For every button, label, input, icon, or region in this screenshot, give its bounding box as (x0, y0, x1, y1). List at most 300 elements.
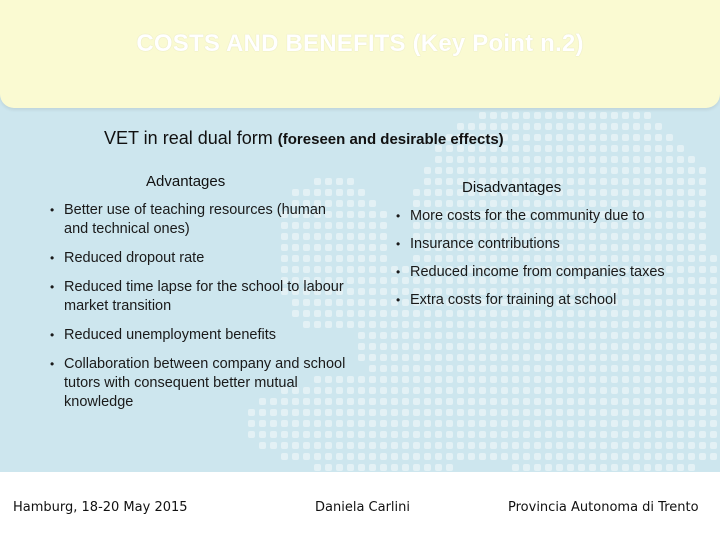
map-dot (611, 343, 618, 350)
map-dot (666, 431, 673, 438)
map-dot (688, 376, 695, 383)
map-dot (446, 442, 453, 449)
map-dot (644, 123, 651, 130)
map-dot (325, 464, 332, 471)
map-dot (655, 387, 662, 394)
map-dot (369, 266, 376, 273)
map-dot (710, 354, 717, 361)
map-dot (600, 167, 607, 174)
map-dot (622, 189, 629, 196)
map-dot (556, 343, 563, 350)
map-dot (655, 321, 662, 328)
map-dot (677, 387, 684, 394)
map-dot (468, 453, 475, 460)
map-dot (380, 288, 387, 295)
map-dot (457, 453, 464, 460)
map-dot (534, 200, 541, 207)
list-item (396, 207, 696, 226)
list-item (50, 355, 350, 412)
map-dot (710, 343, 717, 350)
map-dot (644, 409, 651, 416)
map-dot (446, 376, 453, 383)
map-dot (490, 398, 497, 405)
map-dot (710, 288, 717, 295)
map-dot (523, 420, 530, 427)
map-dot (688, 409, 695, 416)
bullet-icon: • (396, 293, 401, 307)
map-dot (710, 376, 717, 383)
map-dot (391, 420, 398, 427)
disadvantage-text: Insurance contributions (410, 236, 560, 252)
map-dot (710, 420, 717, 427)
map-dot (512, 387, 519, 394)
map-dot (556, 464, 563, 471)
map-dot (380, 222, 387, 229)
map-dot (633, 189, 640, 196)
map-dot (600, 156, 607, 163)
map-dot (633, 398, 640, 405)
map-dot (490, 431, 497, 438)
map-dot (589, 420, 596, 427)
map-dot (369, 255, 376, 262)
map-dot (413, 332, 420, 339)
map-dot (303, 453, 310, 460)
map-dot (567, 376, 574, 383)
map-dot (424, 200, 431, 207)
map-dot (358, 266, 365, 273)
map-dot (413, 343, 420, 350)
map-dot (611, 376, 618, 383)
map-dot (710, 398, 717, 405)
map-dot (622, 332, 629, 339)
map-dot (699, 200, 706, 207)
map-dot (457, 354, 464, 361)
map-dot (611, 321, 618, 328)
map-dot (435, 354, 442, 361)
map-dot (589, 156, 596, 163)
map-dot (490, 112, 497, 119)
map-dot (512, 431, 519, 438)
map-dot (468, 365, 475, 372)
map-dot (545, 365, 552, 372)
map-dot (633, 178, 640, 185)
map-dot (567, 156, 574, 163)
map-dot (534, 343, 541, 350)
map-dot (435, 167, 442, 174)
map-dot (380, 343, 387, 350)
map-dot (655, 431, 662, 438)
map-dot (391, 332, 398, 339)
map-dot (468, 431, 475, 438)
map-dot (655, 376, 662, 383)
map-dot (688, 420, 695, 427)
map-dot (292, 453, 299, 460)
map-dot (567, 189, 574, 196)
map-dot (600, 134, 607, 141)
map-dot (677, 453, 684, 460)
map-dot (358, 332, 365, 339)
map-dot (644, 343, 651, 350)
map-dot (622, 409, 629, 416)
map-dot (391, 442, 398, 449)
map-dot (413, 189, 420, 196)
map-dot (578, 112, 585, 119)
map-dot (369, 244, 376, 251)
list-item (50, 326, 350, 345)
map-dot (325, 431, 332, 438)
map-dot (589, 387, 596, 394)
map-dot (512, 321, 519, 328)
bullet-icon: • (396, 265, 401, 279)
map-dot (666, 343, 673, 350)
map-dot (402, 365, 409, 372)
map-dot (611, 156, 618, 163)
map-dot (677, 409, 684, 416)
map-dot (424, 420, 431, 427)
map-dot (611, 398, 618, 405)
map-dot (699, 299, 706, 306)
disadvantage-text: Reduced income from companies taxes (410, 264, 665, 280)
map-dot (622, 376, 629, 383)
map-dot (633, 387, 640, 394)
map-dot (358, 277, 365, 284)
map-dot (644, 112, 651, 119)
map-dot (336, 189, 343, 196)
map-dot (358, 321, 365, 328)
map-dot (358, 299, 365, 306)
advantages-list (50, 201, 350, 422)
map-dot (424, 167, 431, 174)
map-dot (358, 409, 365, 416)
map-dot (666, 200, 673, 207)
bullet-icon: • (396, 237, 401, 251)
map-dot (446, 167, 453, 174)
map-dot (600, 431, 607, 438)
map-dot (644, 354, 651, 361)
subtitle-note: (foreseen and desirable effects) (277, 131, 504, 148)
map-dot (622, 156, 629, 163)
map-dot (666, 145, 673, 152)
map-dot (666, 376, 673, 383)
map-dot (424, 398, 431, 405)
map-dot (435, 387, 442, 394)
map-dot (501, 156, 508, 163)
map-dot (369, 453, 376, 460)
map-dot (699, 211, 706, 218)
map-dot (501, 343, 508, 350)
map-dot (666, 464, 673, 471)
map-dot (336, 178, 343, 185)
map-dot (402, 332, 409, 339)
map-dot (281, 453, 288, 460)
map-dot (589, 167, 596, 174)
map-dot (688, 189, 695, 196)
bullet-icon: • (50, 203, 55, 217)
map-dot (534, 112, 541, 119)
map-dot (644, 134, 651, 141)
map-dot (358, 255, 365, 262)
map-dot (633, 156, 640, 163)
map-dot (699, 189, 706, 196)
map-dot (380, 431, 387, 438)
map-dot (677, 321, 684, 328)
map-dot (633, 409, 640, 416)
map-dot (545, 431, 552, 438)
map-dot (666, 453, 673, 460)
map-dot (446, 387, 453, 394)
map-dot (567, 343, 574, 350)
map-dot (556, 354, 563, 361)
list-item (50, 249, 350, 268)
map-dot (677, 376, 684, 383)
map-dot (567, 145, 574, 152)
map-dot (534, 398, 541, 405)
map-dot (369, 398, 376, 405)
map-dot (479, 376, 486, 383)
map-dot (490, 365, 497, 372)
map-dot (479, 156, 486, 163)
map-dot (369, 211, 376, 218)
map-dot (578, 178, 585, 185)
map-dot (589, 134, 596, 141)
map-dot (479, 112, 486, 119)
map-dot (556, 145, 563, 152)
map-dot (314, 464, 321, 471)
map-dot (347, 442, 354, 449)
map-dot (490, 354, 497, 361)
map-dot (424, 431, 431, 438)
map-dot (611, 112, 618, 119)
map-dot (589, 321, 596, 328)
map-dot (369, 277, 376, 284)
map-dot (655, 189, 662, 196)
map-dot (699, 453, 706, 460)
map-dot (413, 442, 420, 449)
map-dot (556, 200, 563, 207)
map-dot (589, 354, 596, 361)
map-dot (677, 343, 684, 350)
map-dot (611, 420, 618, 427)
map-dot (666, 365, 673, 372)
map-dot (699, 310, 706, 317)
map-dot (523, 123, 530, 130)
map-dot (457, 343, 464, 350)
map-dot (644, 145, 651, 152)
map-dot (699, 431, 706, 438)
map-dot (611, 178, 618, 185)
map-dot (622, 398, 629, 405)
map-dot (314, 178, 321, 185)
map-dot (446, 420, 453, 427)
map-dot (699, 277, 706, 284)
map-dot (567, 134, 574, 141)
map-dot (688, 343, 695, 350)
map-dot (567, 167, 574, 174)
map-dot (556, 442, 563, 449)
map-dot (369, 387, 376, 394)
map-dot (380, 442, 387, 449)
map-dot (600, 178, 607, 185)
map-dot (567, 321, 574, 328)
map-dot (413, 365, 420, 372)
map-dot (556, 332, 563, 339)
map-dot (567, 398, 574, 405)
map-dot (545, 354, 552, 361)
map-dot (677, 442, 684, 449)
map-dot (699, 409, 706, 416)
map-dot (402, 387, 409, 394)
map-dot (567, 409, 574, 416)
map-dot (600, 376, 607, 383)
map-dot (578, 343, 585, 350)
map-dot (600, 123, 607, 130)
map-dot (435, 431, 442, 438)
map-dot (699, 222, 706, 229)
map-dot (545, 398, 552, 405)
map-dot (589, 178, 596, 185)
map-dot (336, 431, 343, 438)
map-dot (556, 112, 563, 119)
map-dot (633, 332, 640, 339)
map-dot (402, 343, 409, 350)
map-dot (446, 178, 453, 185)
map-dot (534, 156, 541, 163)
map-dot (402, 431, 409, 438)
map-dot (325, 189, 332, 196)
map-dot (578, 145, 585, 152)
map-dot (578, 134, 585, 141)
map-dot (358, 200, 365, 207)
map-dot (567, 431, 574, 438)
map-dot (534, 365, 541, 372)
map-dot (446, 343, 453, 350)
map-dot (578, 464, 585, 471)
map-dot (534, 431, 541, 438)
map-dot (358, 288, 365, 295)
map-dot (655, 398, 662, 405)
map-dot (380, 453, 387, 460)
map-dot (589, 343, 596, 350)
map-dot (523, 354, 530, 361)
map-dot (523, 387, 530, 394)
map-dot (556, 376, 563, 383)
map-dot (479, 420, 486, 427)
map-dot (699, 244, 706, 251)
map-dot (501, 442, 508, 449)
map-dot (512, 354, 519, 361)
map-dot (688, 431, 695, 438)
map-dot (688, 178, 695, 185)
map-dot (523, 464, 530, 471)
map-dot (534, 409, 541, 416)
map-dot (490, 332, 497, 339)
map-dot (622, 134, 629, 141)
map-dot (688, 156, 695, 163)
title-banner (0, 0, 720, 108)
map-dot (424, 189, 431, 196)
map-dot (369, 343, 376, 350)
map-dot (556, 453, 563, 460)
map-dot (534, 464, 541, 471)
map-dot (655, 200, 662, 207)
map-dot (358, 376, 365, 383)
map-dot (578, 332, 585, 339)
map-dot (666, 354, 673, 361)
map-dot (622, 321, 629, 328)
map-dot (424, 178, 431, 185)
map-dot (589, 398, 596, 405)
map-dot (534, 123, 541, 130)
map-dot (556, 167, 563, 174)
disadvantages-list (396, 207, 696, 319)
map-dot (369, 442, 376, 449)
map-dot (413, 431, 420, 438)
map-dot (578, 123, 585, 130)
advantage-text: Reduced unemployment benefits (64, 327, 276, 343)
map-dot (600, 332, 607, 339)
map-dot (347, 189, 354, 196)
map-dot (611, 453, 618, 460)
map-dot (523, 365, 530, 372)
map-dot (611, 332, 618, 339)
map-dot (413, 354, 420, 361)
map-dot (578, 354, 585, 361)
map-dot (578, 321, 585, 328)
list-item (396, 235, 696, 254)
list-item (50, 201, 350, 239)
map-dot (457, 365, 464, 372)
map-dot (391, 376, 398, 383)
map-dot (314, 189, 321, 196)
map-dot (380, 244, 387, 251)
map-dot (677, 464, 684, 471)
map-dot (699, 321, 706, 328)
map-dot (567, 123, 574, 130)
map-dot (545, 134, 552, 141)
map-dot (567, 420, 574, 427)
map-dot (710, 453, 717, 460)
map-dot (545, 167, 552, 174)
map-dot (314, 442, 321, 449)
map-dot (413, 453, 420, 460)
map-dot (589, 189, 596, 196)
map-dot (259, 442, 266, 449)
map-dot (380, 211, 387, 218)
bullet-icon: • (396, 209, 401, 223)
map-dot (666, 178, 673, 185)
map-dot (512, 343, 519, 350)
map-dot (633, 321, 640, 328)
map-dot (666, 134, 673, 141)
map-dot (523, 431, 530, 438)
list-item (396, 263, 696, 282)
map-dot (523, 376, 530, 383)
map-dot (402, 376, 409, 383)
map-dot (468, 442, 475, 449)
map-dot (622, 431, 629, 438)
map-dot (699, 266, 706, 273)
map-dot (501, 409, 508, 416)
advantage-text: Better use of teaching resources (human and technical ones) (64, 202, 326, 237)
subtitle-main: VET in real dual form (104, 128, 273, 148)
map-dot (589, 431, 596, 438)
map-dot (512, 156, 519, 163)
map-dot (578, 200, 585, 207)
map-dot (710, 442, 717, 449)
map-dot (391, 409, 398, 416)
map-dot (578, 409, 585, 416)
map-dot (424, 354, 431, 361)
